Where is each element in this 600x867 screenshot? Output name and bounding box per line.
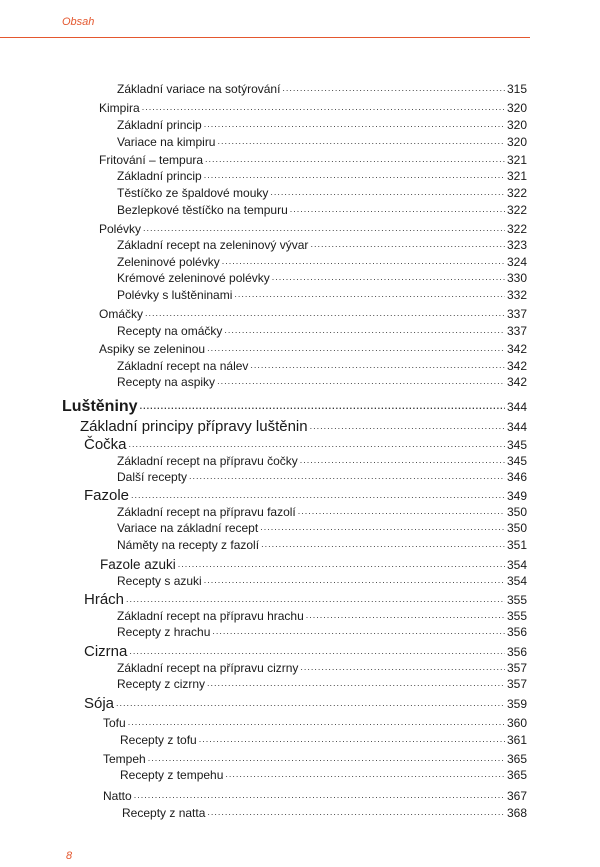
toc-entry [120,768,527,782]
toc-entry-label: Hrách [84,591,125,608]
toc-entry [84,591,527,608]
toc-entry-label: Kimpira [99,101,140,115]
dot-leader [212,626,505,636]
dot-leader [140,401,505,411]
toc-entry-label: Recepty z cizrny [117,677,206,691]
toc-entry-page: 344 [506,420,527,434]
dot-leader [207,343,505,353]
toc-entry-page: 351 [506,538,527,552]
toc-entry-page: 342 [506,342,527,356]
toc-entry-label: Základní princip [117,169,202,183]
dot-leader [189,471,505,481]
toc-entry-page: 354 [506,558,527,572]
toc-entry-label: Omáčky [99,307,144,321]
dot-leader [145,308,505,318]
dot-leader [148,753,505,763]
toc-entry-page: 365 [506,752,527,766]
dot-leader [260,522,505,532]
toc-entry-label: Recepty z natta [122,806,206,820]
toc-entry-label: Recepty z tofu [120,733,197,747]
dot-leader [204,575,505,585]
toc-entry [80,418,527,435]
toc-entry-label: Variace na základní recept [117,521,259,535]
dot-leader [225,769,505,779]
dot-leader [131,490,505,500]
toc-entry [100,557,527,572]
toc-entry [117,82,527,96]
dot-leader [126,594,505,604]
toc-entry [99,222,527,236]
toc-entry-label: Základní recept na přípravu cizrny [117,661,299,675]
toc-entry-label: Sója [84,695,115,712]
toc-entry [84,695,527,712]
toc-entry [117,574,527,588]
toc-entry-label: Polévky s luštěninami [117,288,233,302]
toc-entry-label: Základní variace na sotýrování [117,82,281,96]
toc-entry-label: Cizrna [84,643,128,660]
toc-entry [117,324,527,338]
toc-chapter [62,398,527,416]
toc-entry-page: 323 [506,238,527,252]
toc-entry-label: Další recepty [117,470,188,484]
toc-entry-page: 337 [506,307,527,321]
toc-entry [117,288,527,302]
dot-leader [143,223,505,233]
toc-entry-label: Fritování – tempura [99,153,204,167]
toc-entry-label: Čočka [84,436,127,453]
toc-entry-label: Bezlepkové těstíčko na tempuru [117,203,288,217]
toc-entry-page: 368 [506,806,527,820]
toc-entry-label: Základní princip [117,118,202,132]
dot-leader [116,698,505,708]
toc-entry-page: 322 [506,186,527,200]
toc-entry [117,135,527,149]
toc-entry-page: 315 [506,82,527,96]
dot-leader [270,187,505,197]
toc-entry [117,271,527,285]
toc-entry [117,470,527,484]
toc-entry-label: Základní recept na přípravu hrachu [117,609,304,623]
toc-entry [117,238,527,252]
toc-entry-page: 320 [506,101,527,115]
toc-entry [117,169,527,183]
toc-entry [99,342,527,356]
dot-leader [300,455,505,465]
toc-entry-page: 322 [506,222,527,236]
dot-leader [205,154,505,164]
dot-leader [129,439,505,449]
toc-entry-label: Tempeh [103,752,146,766]
dot-leader [261,539,505,549]
toc-entry-page: 359 [506,697,527,711]
toc-entry-page: 365 [506,768,527,782]
dot-leader [310,421,505,431]
dot-leader [129,646,505,656]
dot-leader [178,559,505,569]
toc-entry-label: Zeleninové polévky [117,255,220,269]
toc-entry-page: 356 [506,625,527,639]
toc-entry [117,118,527,132]
toc-entry-page: 350 [506,521,527,535]
toc-entry-page: 367 [506,789,527,803]
dot-leader [207,678,505,688]
toc-entry-label: Fazole azuki [100,557,176,572]
toc-entry [117,359,527,373]
toc-chapter-page: 344 [506,400,527,414]
toc-entry [117,505,527,519]
toc-entry [122,806,527,820]
toc-entry-page: 349 [506,489,527,503]
header-title: Obsah [62,16,95,28]
toc-entry-label: Recepty na omáčky [117,324,223,338]
toc-entry-page: 360 [506,716,527,730]
toc-entry [117,186,527,200]
toc-entry-page: 337 [506,324,527,338]
toc-entry-page: 346 [506,470,527,484]
dot-leader [250,360,505,370]
toc-entry [103,716,527,730]
toc-entry-label: Těstíčko ze špaldové mouky [117,186,269,200]
toc-entry-page: 357 [506,677,527,691]
toc-entry-page: 320 [506,118,527,132]
dot-leader [207,807,505,817]
dot-leader [310,239,505,249]
toc-entry-page: 354 [506,574,527,588]
dot-leader [290,204,505,214]
toc-entry [99,153,527,167]
dot-leader [217,136,504,146]
dot-leader [128,717,505,727]
toc-entry-page: 350 [506,505,527,519]
dot-leader [204,170,505,180]
toc-entry-label: Recepty z tempehu [120,768,224,782]
toc-entry-label: Tofu [103,716,126,730]
dot-leader [306,610,505,620]
toc-entry-page: 342 [506,375,527,389]
toc-entry-page: 320 [506,135,527,149]
toc-entry-label: Základní recept na zeleninový vývar [117,238,309,252]
toc-entry-label: Recepty z hrachu [117,625,211,639]
toc-entry-label: Základní recept na nálev [117,359,249,373]
toc-entry [117,625,527,639]
toc-entry-page: 345 [506,438,527,452]
toc-entry-label: Základní principy přípravy luštěnin [80,418,308,435]
dot-leader [224,325,505,335]
toc-entry-label: Krémové zeleninové polévky [117,271,270,285]
dot-leader [204,119,505,129]
toc-entry [103,789,527,803]
dot-leader [234,289,505,299]
toc-entry [117,521,527,535]
toc-entry [117,661,527,675]
dot-leader [282,83,505,93]
toc-entry-page: 361 [506,733,527,747]
toc-entry [84,643,527,660]
toc-entry-page: 355 [506,593,527,607]
toc-entry [84,487,527,504]
page-number: 8 [66,850,73,862]
toc-entry-label: Aspiky se zeleninou [99,342,206,356]
toc-entry-page: 330 [506,271,527,285]
toc-entry [84,436,527,453]
toc-entry [117,255,527,269]
toc-entry [117,454,527,468]
dot-leader [134,790,505,800]
toc-entry-page: 324 [506,255,527,269]
toc-entry-label: Náměty na recepty z fazolí [117,538,260,552]
toc-chapter-label: Luštěniny [62,398,138,415]
toc-entry-label: Polévky [99,222,142,236]
toc-entry [117,609,527,623]
toc-entry [99,307,527,321]
toc-entry-label: Základní recept na přípravu fazolí [117,505,296,519]
toc-entry [117,203,527,217]
toc-entry-page: 332 [506,288,527,302]
toc-entry-page: 345 [506,454,527,468]
toc-entry-page: 322 [506,203,527,217]
dot-leader [300,662,505,672]
toc-entry-page: 342 [506,359,527,373]
toc-entry [99,101,527,115]
toc-entry [117,677,527,691]
toc-entry-page: 355 [506,609,527,623]
toc-entry-label: Recepty s azuki [117,574,202,588]
toc-entry [103,752,527,766]
toc-entry-label: Variace na kimpiru [117,135,216,149]
dot-leader [222,256,505,266]
dot-leader [199,734,505,744]
toc-entry-page: 357 [506,661,527,675]
toc-entry [120,733,527,747]
toc-entry-page: 321 [506,169,527,183]
dot-leader [298,506,505,516]
dot-leader [142,102,505,112]
dot-leader [217,376,505,386]
dot-leader [272,272,505,282]
toc-entry [117,538,527,552]
toc-entry-page: 321 [506,153,527,167]
toc-entry-label: Základní recept na přípravu čočky [117,454,298,468]
toc-entry [117,375,527,389]
toc-entry-label: Fazole [84,487,130,504]
toc-entry-label: Recepty na aspiky [117,375,216,389]
toc-entry-label: Natto [103,789,132,803]
toc-entry-page: 356 [506,645,527,659]
